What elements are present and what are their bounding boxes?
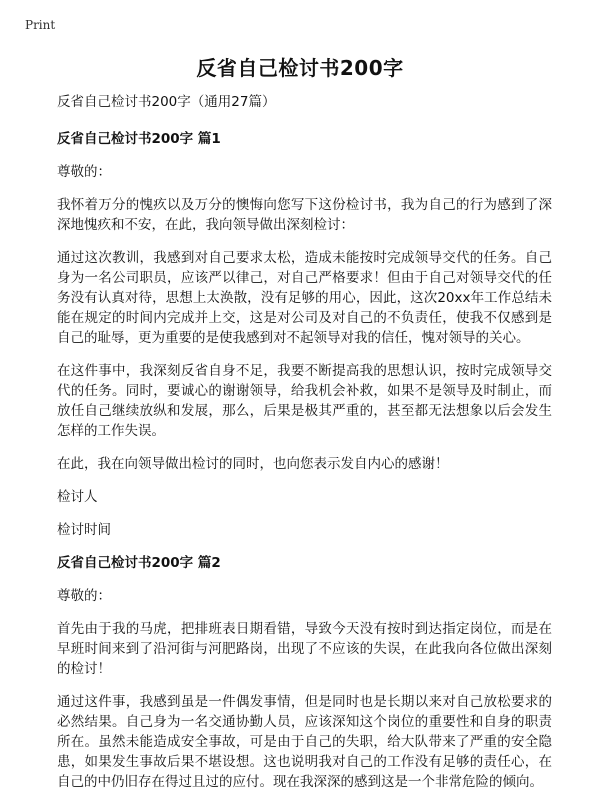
section-heading: 反省自己检讨书200字 篇1 bbox=[57, 131, 221, 147]
print-link[interactable]: Print bbox=[25, 18, 56, 32]
paragraph: 在这件事中，我深刻反省自身不足，我要不断提高我的思想认识，按时完成领导交代的任务。同时，要诚心的谢谢领导，给我机会补救，如果不是领导及时制止，而放任自己继续放纵和发展，那么，后果是极其严重的，甚至都无法想象以后会发生怎样的工作失误。 bbox=[57, 363, 552, 439]
salutation: 尊敬的： bbox=[57, 164, 111, 180]
date-line: 检讨时间 bbox=[57, 522, 111, 538]
salutation: 尊敬的： bbox=[57, 588, 111, 604]
paragraph: 我怀着万分的愧疚以及万分的懊悔向您写下这份检讨书，我为自己的行为感到了深深地愧疚和不安，在此，我向领导做出深刻检讨： bbox=[57, 197, 552, 233]
paragraph: 在此，我在向领导做出检讨的同时，也向您表示发自内心的感谢！ bbox=[57, 456, 449, 472]
section-heading: 反省自己检讨书200字 篇2 bbox=[57, 555, 221, 571]
paragraph: 通过这件事，我感到虽是一件偶发事情，但是同时也是长期以来对自己放松要求的必然结果。自己身为一名交通协勤人员，应该深知这个岗位的重要性和自身的职责所在。虽然未能造成安全事故，可是由于自己的失职，给大队带来了严重的安全隐患，如果发生事故后果不堪设想。这也说明我对自己的工作没有足够的责任心，在自己的中仍旧存在得过且过的应付。现在我深深的感到这是一个非常危险的倾向。 bbox=[57, 694, 552, 790]
document-title: 反省自己检讨书200字 bbox=[196, 56, 404, 80]
paragraph: 通过这次教训，我感到对自己要求太松，造成未能按时完成领导交代的任务。自己身为一名公司职员，应该严以律己，对自己严格要求！但由于自己对领导交代的任务没有认真对待，思想上太涣散，没有足够的用心，因此，这次20xx年工作总结未能在规定的时间内完成并上交，这是对公司及对自己的不负责任，使我不仅感到是自己的耻辱，更为重要的是使我感到对不起领导对我的信任，愧对领导的关心。 bbox=[57, 250, 552, 346]
signature-line: 检讨人 bbox=[57, 489, 98, 505]
paragraph: 首先由于我的马虎，把排班表日期看错，导致今天没有按时到达指定岗位，而是在早班时间来到了沿河街与河肥路岗，出现了不应该的失误，在此我向各位做出深刻的检讨！ bbox=[57, 621, 552, 677]
document-subtitle: 反省自己检讨书200字（通用27篇） bbox=[57, 94, 276, 110]
document-body bbox=[57, 92, 552, 805]
